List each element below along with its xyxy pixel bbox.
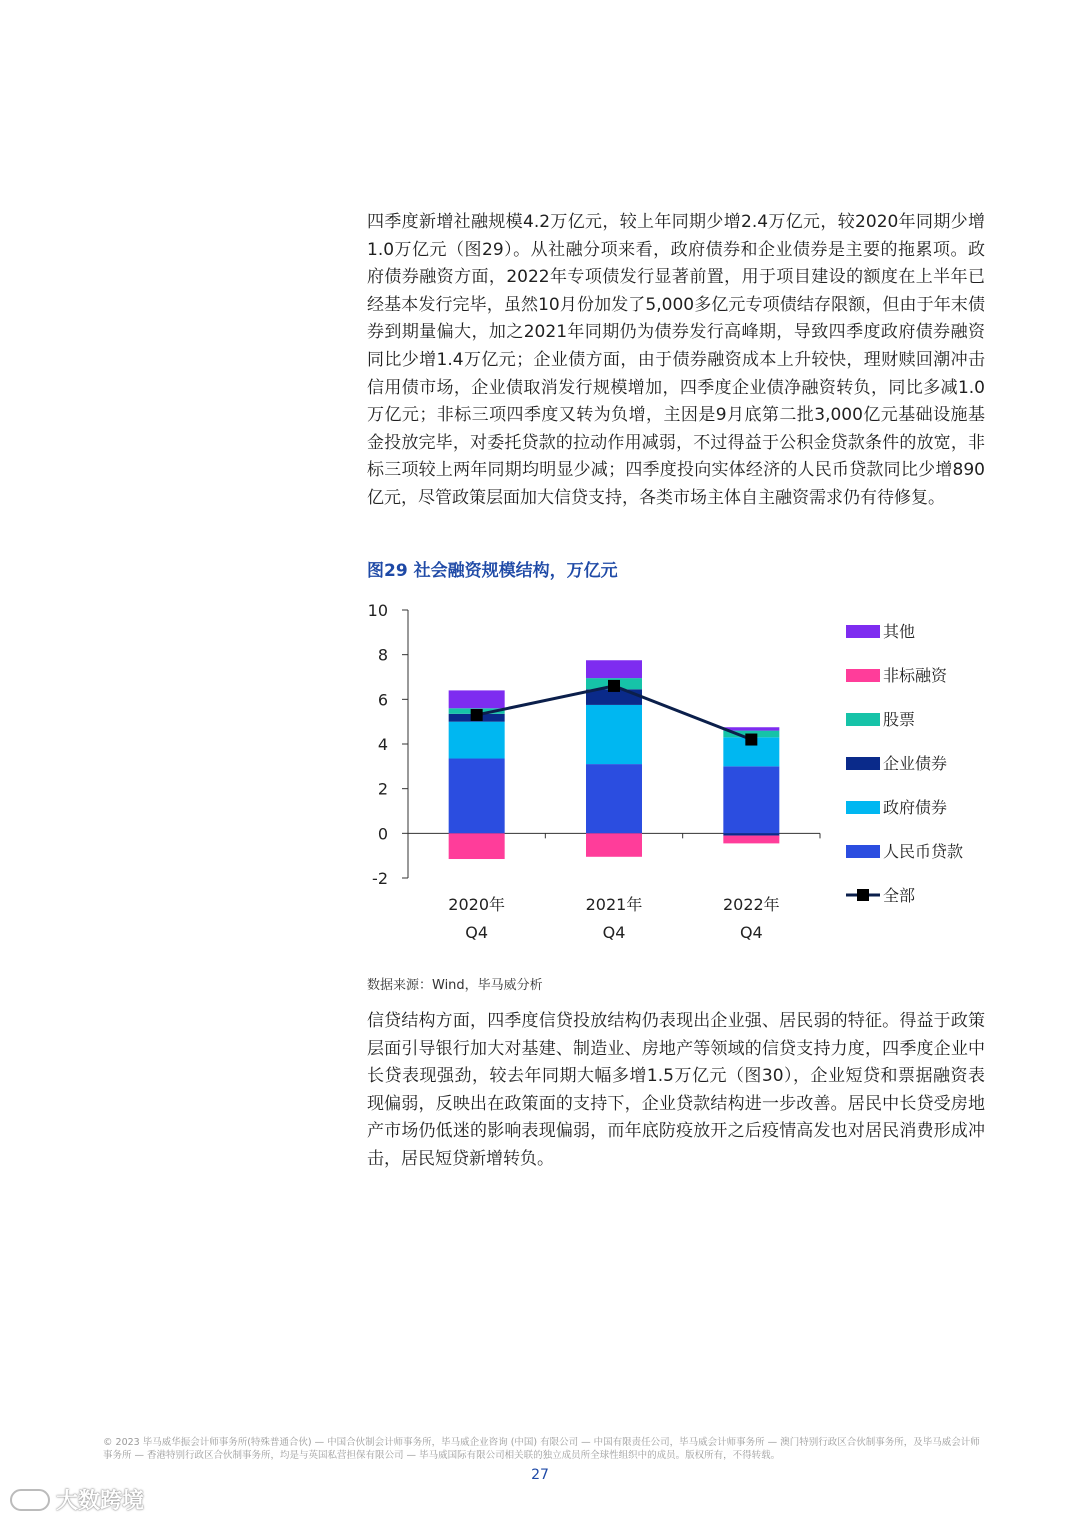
stacked-bar-chart (360, 592, 1000, 962)
legend-swatch (846, 845, 880, 858)
y-tick-label: 4 (377, 735, 388, 754)
watermark-text: 大数跨境 (56, 1489, 145, 1514)
bar-segment (586, 833, 642, 856)
total-marker (745, 734, 757, 746)
watermark-logo (10, 1484, 144, 1515)
y-tick-label: 10 (367, 601, 388, 620)
bar-segment (723, 833, 779, 835)
legend-label: 政府债券 (883, 798, 948, 817)
x-tick-label: 2020年 (448, 895, 506, 914)
legend-swatch (846, 625, 880, 638)
bar-segment (723, 727, 779, 730)
legend-label: 股票 (883, 710, 916, 729)
body-paragraph-2: 信贷结构方面，四季度信贷投放结构仍表现出企业强、居民弱的特征。得益于政策层面引导银行加大对基建、制造业、房地产等领域的信贷支持力度，四季度企业中长贷表现强劲，较去年同期大幅多增1.5万亿元（图30），企业短贷和票据融资表现偏弱，反映出在政策面的支持下，企业贷款结构进一步改善。居民中长贷受房地产市场仍低迷的影响表现偏弱，而年底防疫放开之后疫情高发也对居民消费形成冲击，居民短贷新增转负。 (367, 1011, 985, 1169)
legend-label: 人民币贷款 (883, 842, 964, 861)
legend-label: 全部 (883, 886, 916, 905)
legend-label: 其他 (883, 622, 916, 641)
bar-segment (723, 766, 779, 833)
x-tick-label: Q4 (739, 923, 763, 942)
legend-swatch (846, 713, 880, 726)
bar-segment (449, 759, 505, 834)
legend-label: 企业债券 (883, 754, 948, 773)
legend-label: 非标融资 (883, 666, 948, 685)
x-tick-label: 2022年 (722, 895, 780, 914)
bar-segment (723, 836, 779, 844)
x-tick-label: 2021年 (585, 895, 643, 914)
figure-source: 数据来源：Wind，毕马威分析 (367, 978, 543, 993)
figure-title: 图29 社会融资规模结构，万亿元 (367, 561, 618, 581)
body-paragraph-1: 四季度新增社融规模4.2万亿元，较上年同期少增2.4万亿元，较2020年同期少增1.0万亿元（图29）。从社融分项来看，政府债券和企业债券是主要的拖累项。政府债券融资方面，2022年专项债发行显著前置，用于项目建设的额度在上半年已经基本发行完毕，虽然10月份加发了5,000多亿元专项债结存限额，但由于年末债券到期量偏大，加之2021年同期仍为债券发行高峰期，导致四季度政府债券融资同比少增1.4万亿元；企业债方面，由于债券融资成本上升较快，理财赎回潮冲击信用债市场，企业债取消发行规模增加，四季度企业债净融资转负，同比多减1.0万亿元；非标三项四季度又转为负增，主因是9月底第二批3,000亿元基础设施基金投放完毕，对委托贷款的拉动作用减弱，不过得益于公积金贷款条件的放宽，非标三项较上两年同期均明显少减；四季度投向实体经济的人民币贷款同比少增890亿元，尽管政策层面加大信贷支持，各类市场主体自主融资需求仍有待修复。 (367, 212, 985, 508)
bar-segment (449, 690, 505, 708)
y-tick-label: 2 (377, 779, 388, 799)
total-marker (608, 680, 620, 692)
x-tick-label: Q4 (602, 923, 626, 942)
bar-segment (586, 764, 642, 833)
bar-segment (586, 705, 642, 764)
y-tick-label: 6 (377, 690, 388, 710)
bar-segment (449, 722, 505, 759)
total-marker (471, 709, 483, 721)
legend-swatch-marker (857, 889, 869, 901)
legend-swatch (846, 757, 880, 770)
y-tick-label: -2 (372, 869, 388, 888)
legend-swatch (846, 801, 880, 814)
footer-copyright: © 2023 毕马威华振会计师事务所(特殊普通合伙) — 中国合伙制会计师事务所，毕马威企业咨询 (中国) 有限公司 — 中国有限责任公司，毕马威会计师事务所 — 澳门特别行政区合伙制事务所，及毕马威会计师事务所 — 香港特别行政区合伙制事务所，均是与英国私营担保有限公司 — 毕马威国际有限公司相关联的独立成员所全球性组织中的成员。版权所有，不得转载。 (103, 1437, 980, 1461)
chart-legend (846, 622, 963, 905)
legend-swatch (846, 669, 880, 682)
y-tick-label: 0 (377, 824, 388, 844)
watermark-icon (10, 1489, 50, 1511)
bar-segment (449, 833, 505, 859)
bar-segment (586, 660, 642, 678)
y-tick-label: 8 (377, 645, 388, 665)
page-number: 27 (531, 1467, 549, 1483)
x-tick-label: Q4 (465, 923, 489, 942)
